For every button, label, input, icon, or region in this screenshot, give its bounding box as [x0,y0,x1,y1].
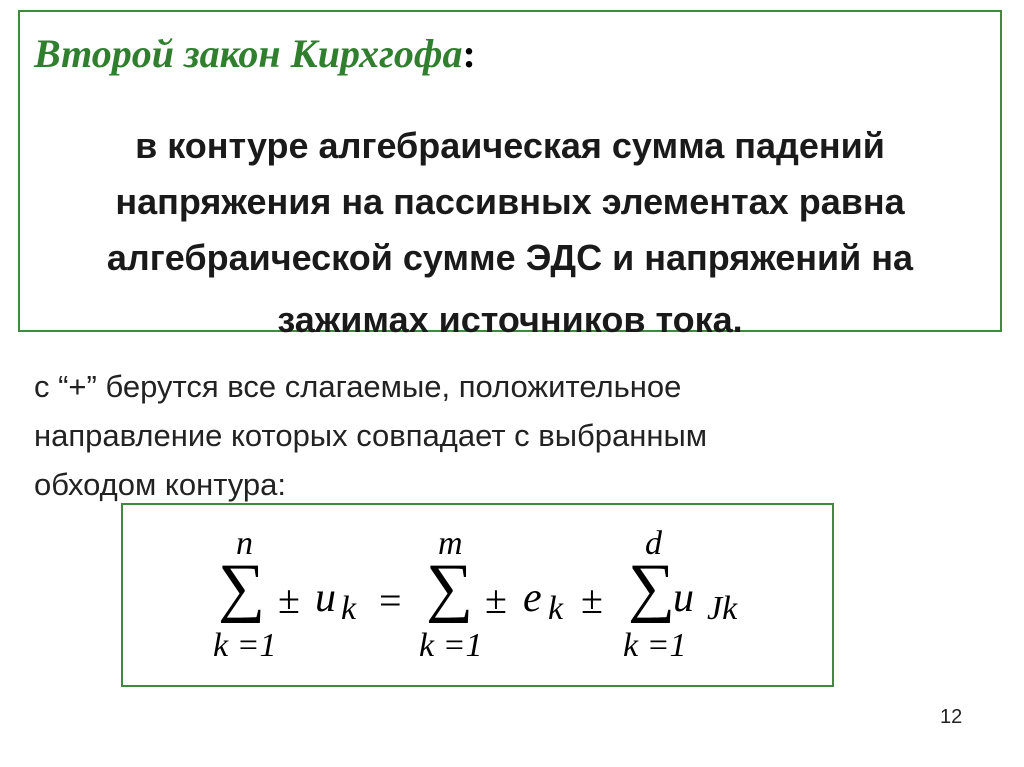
sign-rule-note [34,362,707,509]
statement-line: алгебраической сумме ЭДС и напряжений на [106,237,914,278]
term2-variable: e [523,575,542,621]
term3-subscript: Jk [707,590,738,627]
statement-line: в контуре алгебраическая сумма падений [135,125,885,166]
slide-title-colon: : [462,31,476,76]
note-line: направление которых совпадает с выбранным [34,418,708,453]
slide-title [34,30,476,77]
slide-title-text: Второй закон Кирхгофа [34,31,463,76]
sum2-lower-limit: k =1 [419,627,483,664]
page-number: 12 [940,706,963,728]
sum1-sigma: ∑ [218,551,266,624]
sum1-lower-limit: k =1 [213,627,277,664]
sum1-upper-limit: n [236,525,253,562]
statement-line: напряжения на пассивных элементах равна [115,181,905,222]
term1-variable: u [315,575,336,621]
plus-minus-sign: ± [581,577,603,622]
plus-minus-sign: ± [485,577,507,622]
statement-line: зажимах источников тока. [277,299,743,340]
term2-subscript: k [548,590,564,627]
equals-sign: = [379,578,402,623]
sum3-lower-limit: k =1 [623,627,687,664]
sum3-sigma: ∑ [628,551,676,624]
term3-variable: u [673,575,694,621]
sum2-upper-limit: m [438,525,463,562]
term1-subscript: k [341,590,357,627]
law-statement [20,118,1000,348]
sum2-sigma: ∑ [426,551,474,624]
note-line: с “+” берутся все слагаемые, положительное [34,369,682,404]
law-statement-box [18,10,1002,340]
plus-minus-sign: ± [278,577,300,622]
sum3-upper-limit: d [645,525,662,562]
note-line: обходом контура: [34,467,286,502]
formula-box [121,503,834,687]
kirchhoff-formula [123,505,832,685]
